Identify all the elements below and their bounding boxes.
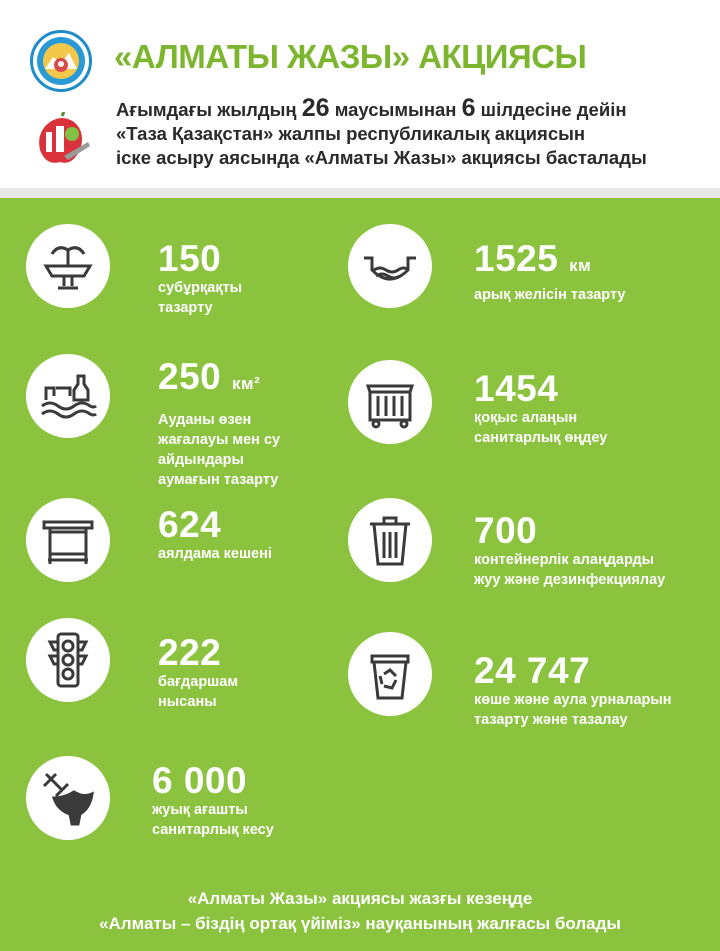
recycle-bin-icon (348, 632, 432, 716)
trash-can-icon (348, 498, 432, 582)
stat-label: субұрқақты (158, 280, 243, 296)
dumpster-icon (348, 360, 432, 444)
stat-trees (152, 762, 274, 840)
divider (0, 188, 720, 198)
stat-label: қоқыс алаңын (474, 410, 578, 426)
stat-label: көше және аула урналарын (474, 692, 672, 708)
stat-containers (474, 512, 665, 590)
stat-bus-stops (158, 506, 272, 564)
ditch-icon (348, 224, 432, 308)
stat-number: 6 000 (152, 760, 248, 801)
traffic-light-icon (26, 618, 110, 702)
footer-line-2: «Алматы – біздің ортақ үйіміз» науқанының жалғасы болады (99, 914, 621, 933)
page-title: «АЛМАТЫ ЖАЗЫ» АКЦИЯСЫ (114, 38, 587, 75)
stat-label: бағдаршам (158, 674, 239, 690)
stat-label: аумағын тазарту (158, 472, 279, 488)
intro-line-2: «Таза Қазақстан» жалпы республикалық акциясын (116, 123, 586, 144)
stat-river (158, 358, 280, 490)
stat-label: санитарлық өңдеу (474, 430, 608, 446)
stat-label: айдындары (158, 452, 244, 468)
stat-fountains (158, 240, 242, 318)
bus-stop-icon (26, 498, 110, 582)
tree-pruning-icon (26, 756, 110, 840)
clean-city-campaign-icon (32, 112, 92, 170)
stat-number: 1454 (474, 368, 559, 409)
stat-number: 1525 км (474, 238, 592, 279)
stat-label: тазарту және тазалау (474, 712, 628, 728)
intro-text (116, 96, 706, 170)
footer-text (0, 886, 720, 936)
river-cleanup-icon (26, 354, 110, 438)
stat-label: тазарту (158, 300, 213, 316)
stat-number: 24 747 (474, 650, 591, 691)
stat-number: 700 (474, 510, 538, 551)
stat-label: жуу және дезинфекциялау (474, 572, 666, 588)
stat-urns (474, 652, 672, 730)
stat-waste-sites (474, 370, 607, 448)
fountain-icon (26, 224, 110, 308)
stat-label: жағалауы мен су (158, 432, 281, 448)
stat-number: 150 (158, 238, 222, 279)
stat-label: нысаны (158, 694, 217, 710)
almaty-emblem-icon (30, 30, 92, 92)
intro-line-1: Ағымдағы жылдың 26 маусымынан 6 шілдесіне дейін (116, 94, 627, 122)
stat-label: арық желісін тазарту (474, 287, 626, 303)
stat-number: 250 км² (158, 356, 261, 397)
stat-traffic-lights (158, 634, 238, 712)
stat-label: жуық ағашты (152, 802, 248, 818)
stat-ditch (474, 240, 625, 305)
stat-label: контейнерлік алаңдарды (474, 552, 655, 568)
stat-label: аялдама кешені (158, 546, 272, 562)
intro-line-3: іске асыру аясында «Алматы Жазы» акциясы басталады (116, 147, 647, 168)
stat-label: Ауданы өзен (158, 412, 252, 428)
stat-number: 222 (158, 632, 222, 673)
footer-line-1: «Алматы Жазы» акциясы жазғы кезеңде (187, 889, 533, 908)
stat-label: санитарлық кесу (152, 822, 274, 838)
stat-number: 624 (158, 504, 222, 545)
